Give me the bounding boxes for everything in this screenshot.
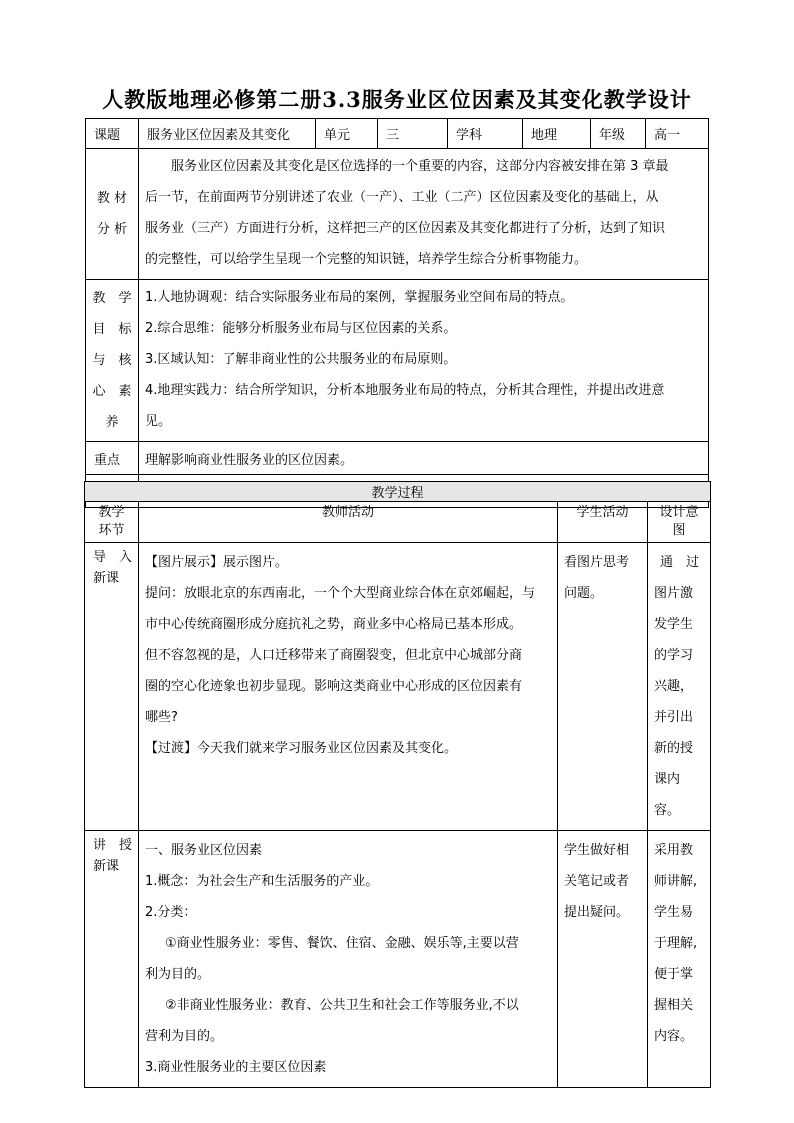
lecture-teacher: 一、服务业区位因素 1.概念：为社会生产和生活服务的产业。 2.分类： ①商业性服务业：零售、餐饮、住宿、金融、娱乐等,主要以营 利为目的。 ②非商业性服务业：教育、公共卫生和社会工作等服务业,不以 营利为目的。 3.商业性服务业的主要区位因素 (139, 831, 558, 1088)
col-student: 学生活动 (558, 502, 648, 543)
subject-value: 地理 (523, 119, 591, 149)
lecture-row (85, 831, 711, 1088)
process-bar (85, 482, 711, 502)
objectives-text: 1.人地协调观：结合实际服务业布局的案例，掌握服务业空间布局的特点。 2.综合思维：能够分析服务业布局与区位因素的关系。 3.区域认知：了解非商业性的公共服务业的布局原则。 4.地理实践力：结合所学知识，分析本地服务业布局的特点，分析其合理性，并提出改进意 见。 (139, 280, 709, 442)
grade-label: 年级 (591, 119, 646, 149)
col-stage: 教学 环节 (85, 502, 139, 543)
objectives-label: 教 学 目 标 与 核 心 素 养 (92, 291, 132, 430)
course-label: 课题 (86, 119, 139, 149)
analysis-text: 服务业区位因素及其变化是区位选择的一个重要的内容，这部分内容被安排在第 3 章最 后一节，在前面两节分别讲述了农业（一产）、工业（二产）区位因素及变化的基础上，从 服务业（三产）方面进行分析，这样把三产的区位因素及其变化都进行了分析，达到了知识 的完整性，可以给学生呈现一个完整的知识链，培养学生综合分析事物能力。 (139, 149, 709, 280)
key-value: 理解影响商业性服务业的区位因素。 (139, 442, 709, 475)
key-row (86, 442, 709, 475)
process-table (84, 481, 711, 1088)
col-design: 设计意 图 (648, 502, 711, 543)
intro-row (85, 543, 711, 831)
lecture-stage: 讲 授 新课 (85, 831, 139, 1088)
intro-teacher: 【图片展示】展示图片。 提问：放眼北京的东西南北，一个个大型商业综合体在京郊崛起，与 市中心传统商圈形成分庭抗礼之势，商业多中心格局已基本形成。 但不容忽视的是，人口迁移带来了商圈裂变，但北京中心城部分商 圈的空心化迹象也初步显现。影响这类商业中心形成的区位因素有 哪些? 【过渡】今天我们就来学习服务业区位因素及其变化。 (139, 543, 558, 831)
grade-value: 高一 (646, 119, 709, 149)
intro-design: 通 过 图片激 发学生 的学习 兴趣， 并引出 新的授 课内容。 (648, 543, 711, 831)
col-teacher: 教师活动 (139, 502, 558, 543)
unit-value: 三 (378, 119, 448, 149)
analysis-label: 教 材 分 析 (96, 191, 128, 237)
info-row (86, 119, 709, 149)
process-title: 教学过程 (85, 482, 711, 502)
process-header (85, 502, 711, 543)
lecture-design: 采用教 师讲解, 学生易 于理解, 便于掌 握相关 内容。 (648, 831, 711, 1088)
course-value: 服务业区位因素及其变化 (139, 119, 316, 149)
analysis-row (86, 149, 709, 280)
key-label: 重点 (86, 442, 139, 475)
subject-label: 学科 (448, 119, 523, 149)
objectives-row (86, 280, 709, 442)
intro-stage: 导 入 新课 (85, 543, 139, 831)
intro-student: 看图片思考 问题。 (558, 543, 648, 831)
page-title: 人教版地理必修第二册3.3服务业区位因素及其变化教学设计 (102, 87, 692, 112)
lecture-student: 学生做好相 关笔记或者 提出疑问。 (558, 831, 648, 1088)
unit-label: 单元 (316, 119, 378, 149)
info-table (85, 118, 709, 508)
